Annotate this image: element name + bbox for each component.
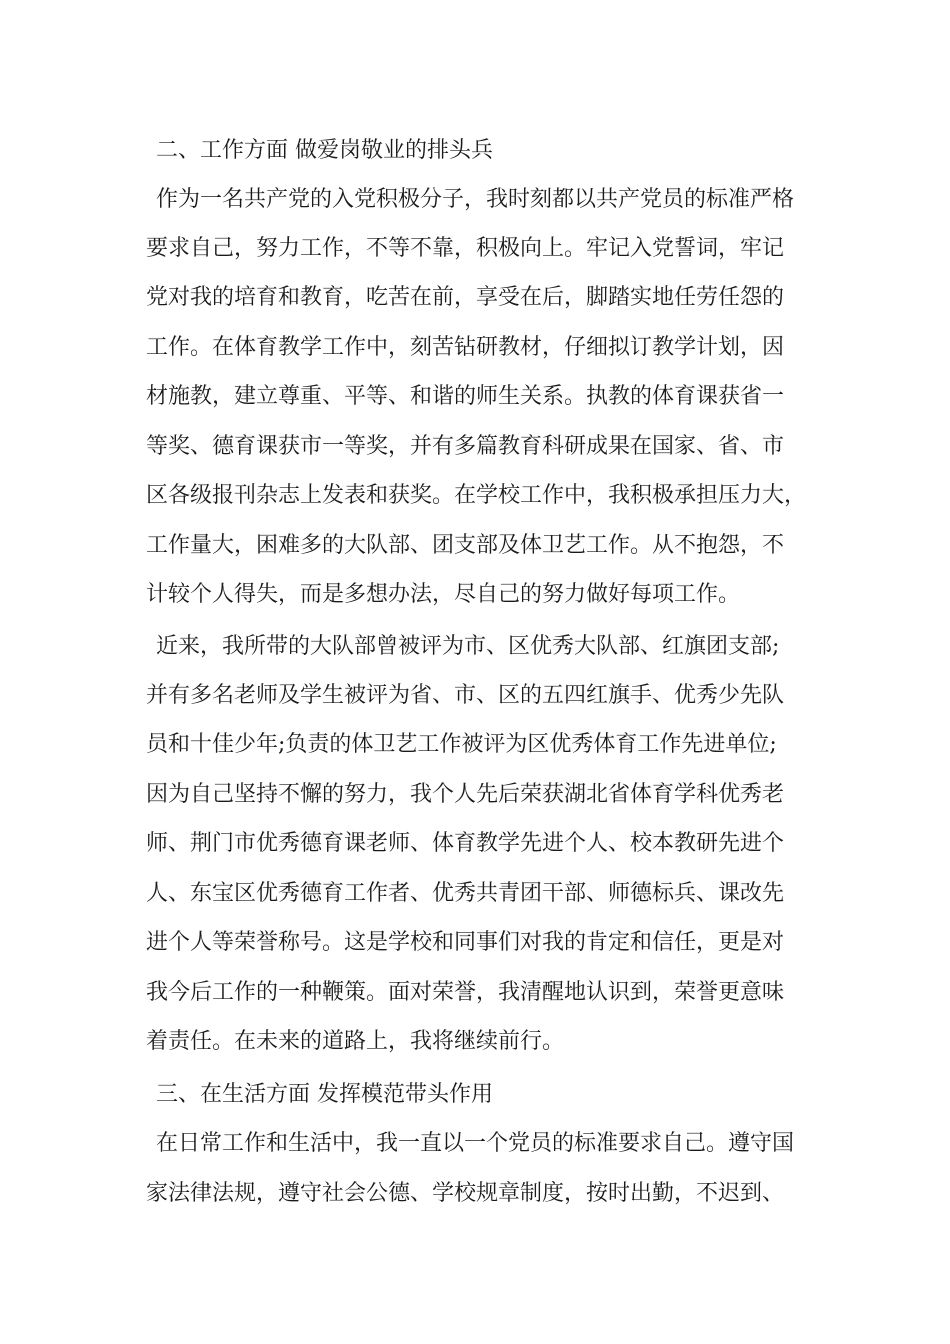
paragraph-line: 在日常工作和生活中，我一直以一个党员的标准要求自己。遵守国 bbox=[156, 1131, 795, 1156]
paragraph-line: 师、荆门市优秀德育课老师、体育教学先进个人、校本教研先进个 bbox=[146, 831, 785, 856]
paragraph-line: 着责任。在未来的道路上，我将继续前行。 bbox=[146, 1029, 565, 1054]
paragraph-line: 进个人等荣誉称号。这是学校和同事们对我的肯定和信任，更是对 bbox=[146, 930, 785, 955]
paragraph-line: 人、东宝区优秀德育工作者、优秀共青团干部、师德标兵、课改先 bbox=[146, 881, 785, 906]
paragraph-line: 员和十佳少年;负责的体卫艺工作被评为区优秀体育工作先进单位; bbox=[146, 732, 777, 757]
paragraph-line: 区各级报刊杂志上发表和获奖。在学校工作中，我积极承担压力大， bbox=[146, 483, 807, 508]
paragraph-line: 家法律法规，遵守社会公德、学校规章制度，按时出勤，不迟到、 bbox=[146, 1181, 785, 1206]
paragraph-line: 等奖、德育课获市一等奖，并有多篇教育科研成果在国家、省、市 bbox=[146, 434, 785, 459]
paragraph-line: 并有多名老师及学生被评为省、市、区的五四红旗手、优秀少先队 bbox=[146, 683, 785, 708]
paragraph-line: 要求自己，努力工作，不等不靠，积极向上。牢记入党誓词，牢记 bbox=[146, 236, 785, 261]
paragraph-line: 材施教，建立尊重、平等、和谐的师生关系。执教的体育课获省一 bbox=[146, 384, 785, 409]
paragraph-line: 作为一名共产党的入党积极分子，我时刻都以共产党员的标准严格 bbox=[156, 187, 795, 212]
paragraph-line: 计较个人得失，而是多想办法，尽自己的努力做好每项工作。 bbox=[146, 582, 741, 607]
paragraph-line: 我今后工作的一种鞭策。面对荣誉，我清醒地认识到，荣誉更意味 bbox=[146, 980, 785, 1005]
paragraph-line: 因为自己坚持不懈的努力，我个人先后荣获湖北省体育学科优秀老 bbox=[146, 782, 785, 807]
paragraph-line: 党对我的培育和教育，吃苦在前，享受在后，脚踏实地任劳任怨的 bbox=[146, 285, 785, 310]
paragraph-line: 工作。在体育教学工作中，刻苦钻研教材，仔细拟订教学计划，因 bbox=[146, 335, 785, 360]
paragraph-line: 工作量大，困难多的大队部、团支部及体卫艺工作。从不抱怨，不 bbox=[146, 533, 785, 558]
section-heading-life: 三、在生活方面 发挥模范带头作用 bbox=[156, 1082, 493, 1107]
paragraph-line: 近来，我所带的大队部曾被评为市、区优秀大队部、红旗团支部; bbox=[156, 634, 780, 659]
section-heading-work: 二、工作方面 做爱岗敬业的排头兵 bbox=[156, 138, 493, 163]
